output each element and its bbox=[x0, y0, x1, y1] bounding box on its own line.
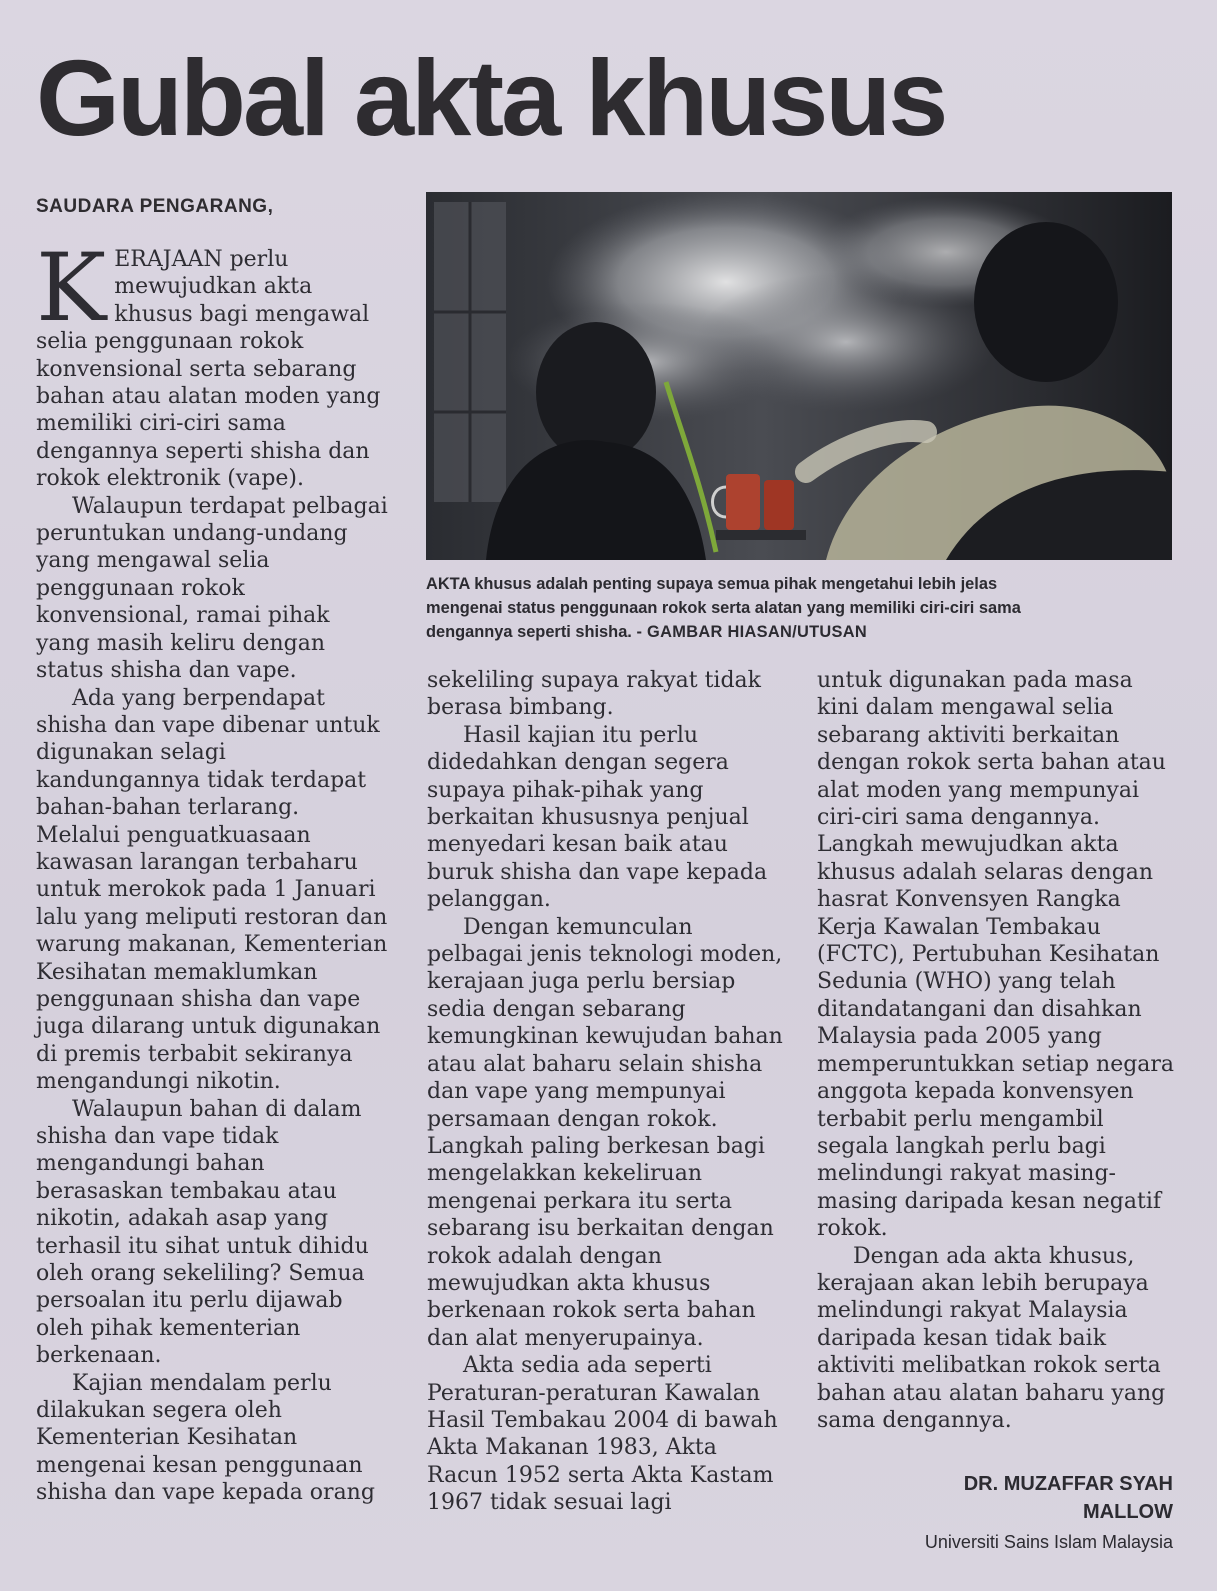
photo-credit: - GAMBAR HIASAN/UTUSAN bbox=[636, 623, 868, 641]
photo-caption bbox=[426, 572, 1076, 644]
photo-illustration bbox=[426, 192, 1172, 560]
paragraph: Kajian mendalam perlu dilakukan segera oleh Kementerian Kesihatan mengenai kesan penggunaan shisha dan vape kepada orang bbox=[36, 1370, 375, 1506]
paragraph: untuk digunakan pada masa kini dalam mengawal selia sebarang aktiviti berkaitan dengan rokok serta bahan atau alat moden yang mempunyai ciri-ciri sama dengannya. Langkah mewujudkan akta khusus adalah selaras dengan hasrat Konvensyen Rangka Kerja Kawalan Tembakau (FCTC), Pertubuhan Kesihatan Sedunia (WHO) yang telah ditandatangani dan disahkan Malaysia pada 2005 yang memperuntukkan setiap negara anggota kepada konvensyen terbabit perlu mengambil segala langkah perlu bagi melindungi rakyat masing-masing daripada kesan negatif rokok. bbox=[817, 668, 1175, 1242]
paragraph-lead bbox=[36, 234, 388, 493]
paragraph: sekeliling supaya rakyat tidak berasa bimbang. bbox=[427, 668, 761, 721]
article-column-1 bbox=[36, 234, 388, 1507]
paragraph: Akta sedia ada seperti Peraturan-peraturan Kawalan Hasil Tembakau 2004 di bawah Akta Makanan 1983, Akta Racun 1952 serta Akta Kastam 1967 tidak sesuai lagi bbox=[427, 1353, 778, 1516]
shisha-smoking-photo bbox=[426, 192, 1172, 560]
article-column-2 bbox=[427, 667, 789, 1517]
author-name: DR. MUZAFFAR SYAH MALLOW bbox=[963, 1473, 1173, 1523]
paragraph: Ada yang berpendapat shisha dan vape dibenar untuk digunakan selagi kandungannya tidak terdapat bahan-bahan terlarang. Melalui penguatkuasaan kawasan larangan terbaharu untuk merokok pada 1 Januari lalu yang meliputi restoran dan warung makanan, Kementerian Kesihatan memaklumkan penggunaan shisha dan vape juga dilarang untuk digunakan di premis terbabit sekiranya mengandungi nikotin. bbox=[36, 685, 388, 1095]
headline: Gubal akta khusus bbox=[36, 37, 946, 158]
article-column-3 bbox=[817, 667, 1179, 1434]
paragraph: Hasil kajian itu perlu didedahkan dengan segera supaya pihak-pihak yang berkaitan khususnya penjual menyedari kesan baik atau buruk shisha dan vape kepada pelanggan. bbox=[427, 722, 768, 913]
paragraph: Walaupun bahan di dalam shisha dan vape tidak mengandungi bahan berasaskan tembakau atau nikotin, adakah asap yang terhasil itu sihat untuk dihidu oleh orang sekeliling? Semua persoalan itu perlu dijawab oleh pihak kementerian berkenaan. bbox=[36, 1096, 369, 1369]
paragraph: Dengan kemunculan pelbagai jenis teknologi moden, kerajaan juga perlu bersiap sedia dengan sebarang kemungkinan kewujudan bahan atau alat baharu selain shisha dan vape yang mempunyai persamaan dengan rokok. Langkah paling berkesan bagi mengelakkan kekeliruan mengenai perkara itu serta sebarang isu berkaitan dengan rokok adalah dengan mewujudkan akta khusus berkenaan rokok serta bahan dan alat menyerupainya. bbox=[427, 914, 783, 1351]
caption-text: AKTA khusus adalah penting supaya semua pihak mengetahui lebih jelas mengenai status penggunaan rokok serta alatan yang memiliki ciri-ciri sama dengannya seperti shisha. bbox=[426, 575, 1021, 641]
lead-text: ERAJAAN perlu mewujudkan akta khusus bagi mengawal selia penggunaan rokok konvensional serta sebarang bahan atau alatan moden yang memiliki ciri-ciri sama dengannya seperti shisha dan rokok elektronik (vape). bbox=[36, 247, 381, 492]
author-institution: Universiti Sains Islam Malaysia bbox=[924, 1532, 1173, 1552]
drop-cap: K bbox=[36, 234, 107, 343]
author-signature bbox=[883, 1470, 1173, 1556]
salutation: SAUDARA PENGARANG, bbox=[36, 196, 274, 217]
paragraph: Walaupun terdapat pelbagai peruntukan undang-undang yang mengawal selia penggunaan rokok konvensional, ramai pihak yang masih keliru dengan status shisha dan vape. bbox=[36, 493, 388, 684]
paragraph: Dengan ada akta khusus, kerajaan akan lebih berupaya melindungi rakyat Malaysia daripada kesan tidak baik aktiviti melibatkan rokok serta bahan atau alatan baharu yang sama dengannya. bbox=[817, 1243, 1166, 1433]
